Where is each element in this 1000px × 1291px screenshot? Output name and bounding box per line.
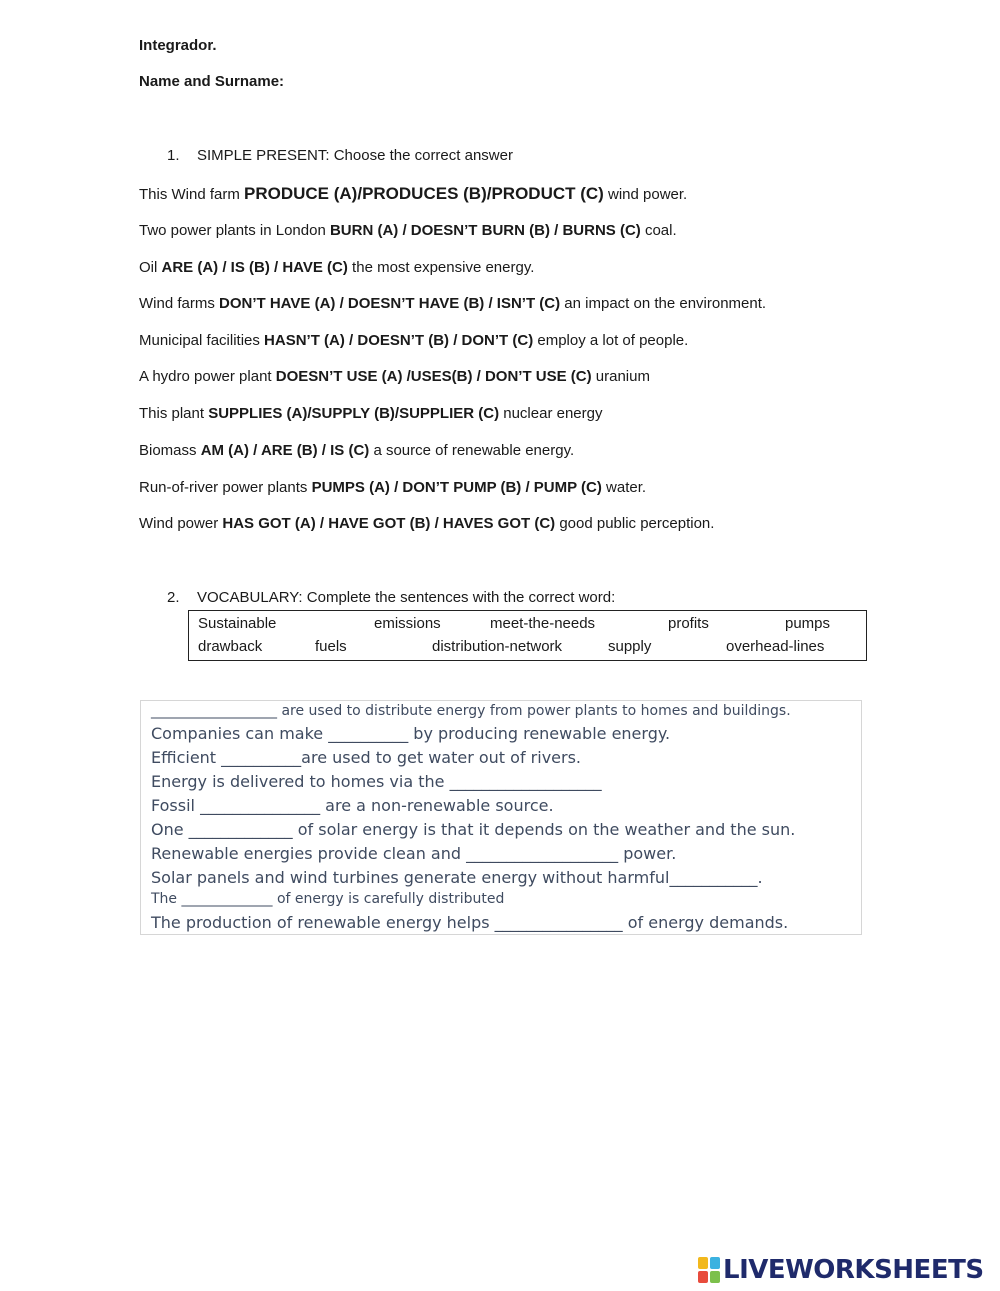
word-bank-word: emissions (374, 615, 441, 632)
logo-block (710, 1271, 720, 1283)
fill-sentence-10[interactable]: The production of renewable energy helps ________________ of energy demands. (151, 913, 789, 932)
question-3 (139, 259, 534, 276)
fill-sentence-7[interactable]: Renewable energies provide clean and ___________________ power. (151, 844, 677, 863)
word-bank-word: pumps (785, 615, 831, 632)
question-10-end: good public perception. (555, 515, 715, 532)
question-3-stem: Oil (139, 259, 162, 276)
question-4-end: an impact on the environment. (560, 295, 767, 312)
question-6-options[interactable]: DOESN’T USE (A) /USES(B) / DON’T USE (C) (275, 368, 592, 385)
question-9-options[interactable]: PUMPS (A) / DON’T PUMP (B) / PUMP (C) (311, 479, 602, 496)
question-8-end: a source of renewable energy. (369, 442, 575, 459)
section-2-number: 2. (167, 589, 180, 606)
word-bank-word: drawback (198, 638, 263, 655)
section-1-heading (167, 147, 513, 164)
worksheet-title: Integrador. (139, 37, 217, 54)
word-bank-word: distribution-network (432, 638, 563, 655)
question-10-stem: Wind power (139, 515, 223, 532)
question-5-end: employ a lot of people. (533, 332, 689, 349)
fill-sentence-6[interactable]: One _____________ of solar energy is that it depends on the weather and the sun. (151, 820, 796, 839)
question-9 (139, 479, 646, 496)
liveworksheets-logo (698, 1255, 984, 1285)
fill-sentence-4[interactable]: Energy is delivered to homes via the ___________________ (151, 772, 602, 791)
question-2-options[interactable]: BURN (A) / DOESN’T BURN (B) / BURNS (C) (329, 222, 641, 239)
question-9-stem: Run-of-river power plants (139, 479, 312, 496)
fill-sentence-5[interactable]: Fossil _______________ are a non-renewable source. (151, 796, 554, 815)
fill-sentence-3[interactable]: Efficient __________are used to get water out of rivers. (151, 748, 581, 767)
word-bank-word: meet-the-needs (490, 615, 596, 632)
question-5-stem: Municipal facilities (139, 332, 265, 349)
logo-block (698, 1271, 708, 1283)
question-7 (139, 405, 602, 422)
fill-sentence-2[interactable]: Companies can make __________ by producing renewable energy. (151, 724, 671, 743)
word-bank-word: fuels (315, 638, 347, 655)
question-6-stem: A hydro power plant (139, 368, 276, 385)
logo-block (710, 1257, 720, 1269)
question-10-options[interactable]: HAS GOT (A) / HAVE GOT (B) / HAVES GOT (C) (222, 515, 556, 532)
name-surname-label: Name and Surname: (139, 73, 285, 90)
question-4 (139, 295, 766, 312)
section-2-heading (167, 589, 615, 606)
question-1-options[interactable]: PRODUCE (A)/PRODUCES (B)/PRODUCT (C) (244, 184, 604, 203)
question-3-options[interactable]: ARE (A) / IS (B) / HAVE (C) (161, 259, 348, 276)
question-9-end: water. (601, 479, 647, 496)
fill-sentence-9[interactable]: The _____________ of energy is carefully distributed (151, 891, 505, 907)
section-1-title: SIMPLE PRESENT: Choose the correct answer (197, 147, 513, 164)
word-bank-word: profits (668, 615, 709, 632)
word-bank-word: supply (608, 638, 652, 655)
question-2-stem: Two power plants in London (139, 222, 330, 239)
question-5-options[interactable]: HASN’T (A) / DOESN’T (B) / DON’T (C) (264, 332, 534, 349)
word-bank-box (188, 610, 867, 661)
question-4-options[interactable]: DON’T HAVE (A) / DOESN’T HAVE (B) / ISN’T (C) (219, 295, 561, 312)
question-7-options[interactable]: SUPPLIES (A)/SUPPLY (B)/SUPPLIER (C) (208, 405, 500, 422)
word-bank-word: Sustainable (198, 615, 277, 632)
question-8 (139, 442, 574, 459)
question-6-end: uranium (591, 368, 650, 385)
logo-blocks-icon (698, 1257, 720, 1283)
question-2 (139, 222, 677, 239)
question-1 (139, 184, 687, 204)
question-7-stem: This plant (139, 405, 209, 422)
question-4-stem: Wind farms (139, 295, 220, 312)
logo-text: LIVEWORKSHEETS (723, 1255, 984, 1285)
fill-sentence-1[interactable]: __________________ are used to distribute energy from power plants to homes and buildings. (151, 703, 791, 719)
question-6 (139, 368, 650, 385)
question-8-stem: Biomass (139, 442, 201, 459)
question-2-end: coal. (640, 222, 677, 239)
logo-block (698, 1257, 708, 1269)
word-bank-word: overhead-lines (726, 638, 825, 655)
question-10 (139, 515, 714, 532)
question-7-end: nuclear energy (499, 405, 603, 422)
fill-sentence-8[interactable]: Solar panels and wind turbines generate energy without harmful___________. (151, 868, 763, 887)
question-3-end: the most expensive energy. (347, 259, 535, 276)
question-1-end: wind power. (603, 186, 688, 203)
section-1-number: 1. (167, 147, 180, 164)
question-1-stem: This Wind farm (139, 186, 245, 203)
question-5 (139, 332, 688, 349)
question-8-options[interactable]: AM (A) / ARE (B) / IS (C) (200, 442, 370, 459)
section-2-title: VOCABULARY: Complete the sentences with the correct word: (197, 589, 616, 606)
fill-in-sentences-box (140, 700, 862, 935)
